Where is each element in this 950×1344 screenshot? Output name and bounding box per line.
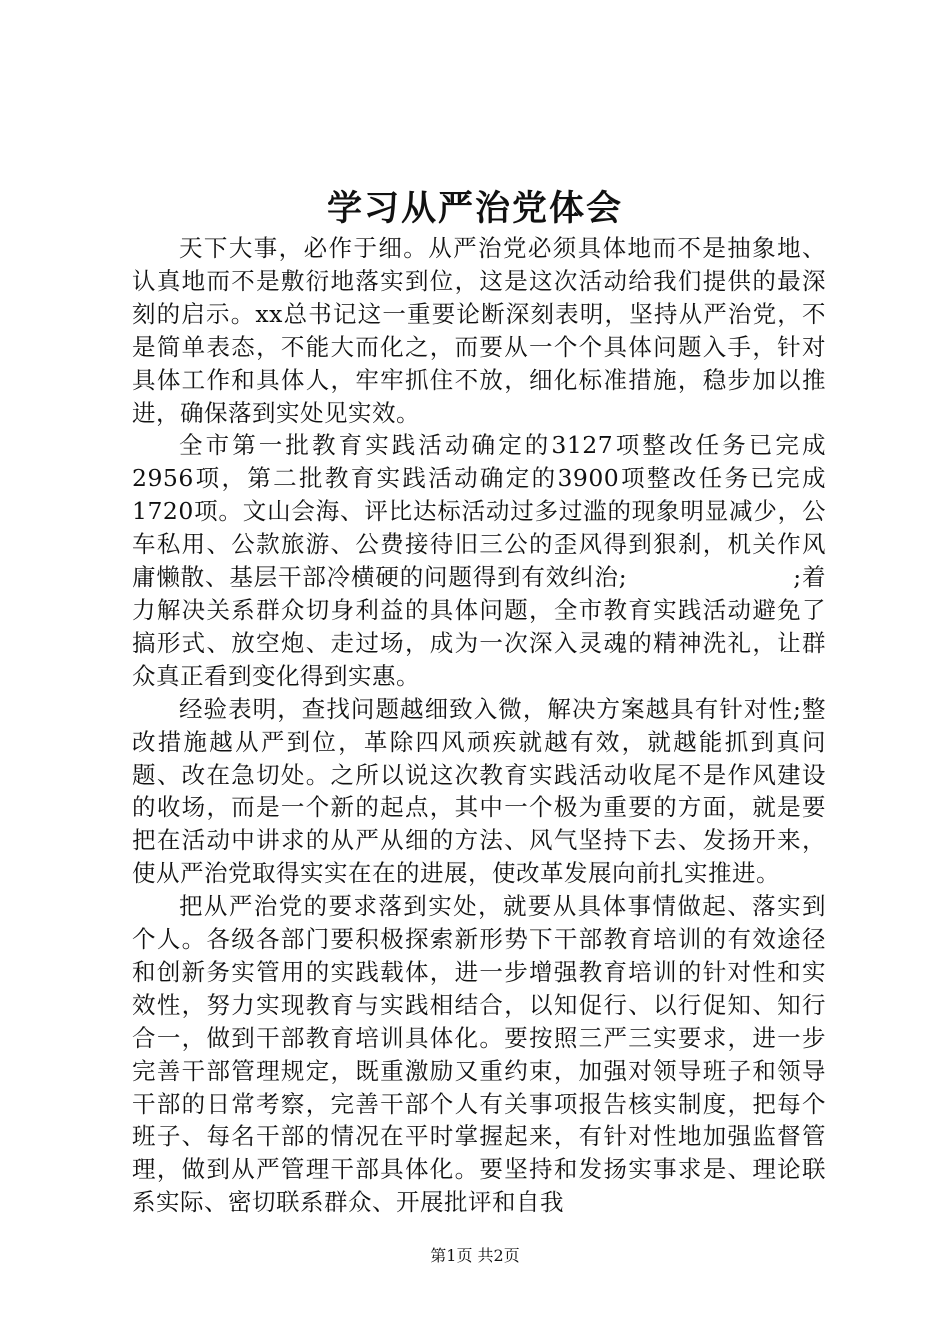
document-body (132, 232, 826, 1219)
paragraph: 全市第一批教育实践活动确定的3127项整改任务已完成2956项，第二批教育实践活动确定的3900项整改任务已完成1720项。文山会海、评比达标活动过多过滥的现象明显减少，公车私用、公款旅游、公费接待旧三公的歪风得到狠刹，机关作风庸懒散、基层干部冷横硬的问题得到有效纠治; ;着力解决关系群众切身利益的具体问题，全市教育实践活动避免了搞形式、放空炮、走过场，成为一次深入灵魂的精神洗礼，让群众真正看到变化得到实惠。 (132, 431, 826, 690)
paragraph: 经验表明，查找问题越细致入微，解决方案越具有针对性;整改措施越从严到位，革除四风顽疾就越有效，就越能抓到真问题、改在急切处。之所以说这次教育实践活动收尾不是作风建设的收场，而是一个新的起点，其中一个极为重要的方面，就是要把在活动中讲求的从严从细的方法、风气坚持下去、发扬开来，使从严治党取得实实在在的进展，使改革发展向前扎实推进。 (132, 694, 826, 888)
page-footer: 第1页 共2页 (430, 1246, 520, 1265)
paragraph: 把从严治党的要求落到实处，就要从具体事情做起、落实到个人。各级各部门要积极探索新形势下干部教育培训的有效途径和创新务实管用的实践载体，进一步增强教育培训的针对性和实效性，努力实现教育与实践相结合，以知促行、以行促知、知行合一，做到干部教育培训具体化。要按照三严三实要求，进一步完善干部管理规定，既重激励又重约束，加强对领导班子和领导干部的日常考察，完善干部个人有关事项报告核实制度，把每个班子、每名干部的情况在平时掌握起来，有针对性地加强监督管理，做到从严管理干部具体化。要坚持和发扬实事求是、理论联系实际、密切联系群众、开展批评和自我 (132, 892, 826, 1217)
paragraph: 天下大事，必作于细。从严治党必须具体地而不是抽象地、认真地而不是敷衍地落实到位，这是这次活动给我们提供的最深刻的启示。xx总书记这一重要论断深刻表明，坚持从严治党，不是简单表态，不能大而化之，而要从一个个具体问题入手，针对具体工作和具体人，牢牢抓住不放，细化标准措施，稳步加以推进，确保落到实处见实效。 (132, 234, 826, 427)
document-title: 学习从严治党体会 (326, 188, 623, 229)
